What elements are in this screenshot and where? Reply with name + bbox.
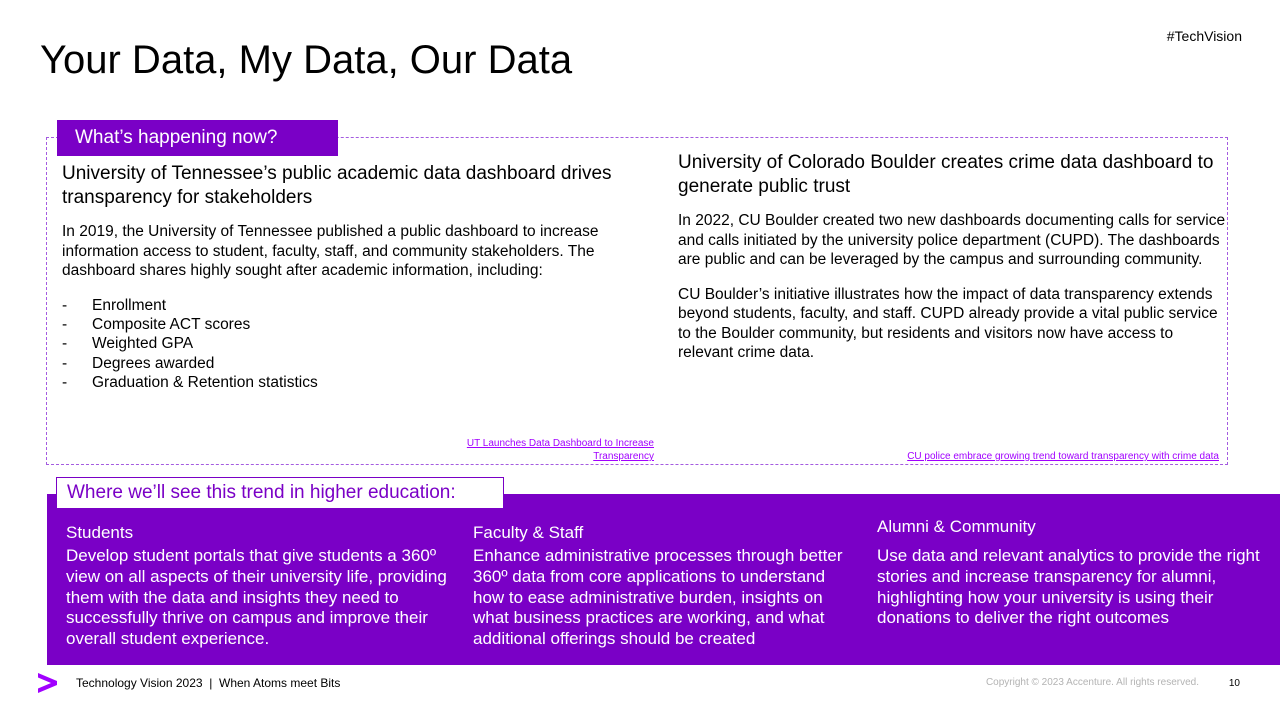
- list-item: - Composite ACT scores: [62, 315, 642, 334]
- trend-section-tab: Where we’ll see this trend in higher education:: [56, 477, 504, 509]
- list-item: - Weighted GPA: [62, 334, 642, 353]
- list-item: - Degrees awarded: [62, 354, 642, 373]
- accenture-chevron-icon: [38, 673, 58, 698]
- persona-alumni-community: [877, 516, 1272, 629]
- cu-source-link[interactable]: CU police embrace growing trend toward transparency with crime data: [907, 451, 1219, 462]
- cu-story-title: University of Colorado Boulder creates crime data dashboard to generate public trust: [678, 152, 1214, 197]
- cu-story-body: [678, 211, 1230, 363]
- ut-story-body: [62, 222, 642, 281]
- persona-title: Students: [66, 523, 134, 542]
- now-section-tab: What’s happening now?: [57, 120, 338, 156]
- accenture-chevron-icon-svg: [38, 673, 58, 693]
- footer-text: Technology Vision 2023 | When Atoms meet Bits: [76, 676, 341, 690]
- list-item: - Graduation & Retention statistics: [62, 373, 642, 392]
- persona-faculty-staff: [473, 522, 858, 650]
- slide-title: Your Data, My Data, Our Data: [40, 38, 573, 82]
- page-number: 10: [1228, 678, 1240, 689]
- persona-body: Develop student portals that give students a 360º view on all aspects of their university life, providing them with the data and insights they need to successfully thrive on campus and improve their overall student experience.: [66, 546, 447, 649]
- cu-story: [678, 151, 1230, 378]
- list-item: - Enrollment: [62, 296, 642, 315]
- ut-story-title: University of Tennessee’s public academic data dashboard drives transparency for stakeholders: [62, 163, 612, 208]
- persona-body: Use data and relevant analytics to provide the right stories and increase transparency for alumni, highlighting how your university is using their donations to deliver the right outcomes: [877, 546, 1260, 628]
- cu-story-paragraph: CU Boulder’s initiative illustrates how the impact of data transparency extends beyond students, faculty, and staff. CUPD already provide a vital public service to the Boulder community, but residents and visitors now have access to relevant crime data.: [678, 285, 1218, 361]
- copyright-text: Copyright © 2023 Accenture. All rights reserved.: [985, 677, 1199, 688]
- ut-story: [62, 162, 642, 393]
- persona-body: Enhance administrative processes through better 360º data from core applications to understand how to ease administrative burden, insights on what business practices are working, and what additional offerings should be created: [473, 546, 843, 649]
- persona-title: Faculty & Staff: [473, 523, 584, 542]
- persona-title: Alumni & Community: [877, 517, 1036, 536]
- persona-students: [66, 522, 461, 650]
- ut-story-paragraph: In 2019, the University of Tennessee published a public dashboard to increase information access to student, faculty, staff, and community stakeholders. The dashboard shares highly sought after academic information, including:: [62, 223, 599, 279]
- cu-story-paragraph: In 2022, CU Boulder created two new dashboards documenting calls for service and calls initiated by the university police department (CUPD). The dashboards are public and can be leveraged by the campus and surrounding community.: [678, 212, 1226, 268]
- hashtag-label: #TechVision: [1166, 28, 1242, 44]
- ut-source-link[interactable]: UT Launches Data Dashboard to Increase Transparency: [466, 438, 654, 462]
- ut-bullet-list: [62, 296, 642, 393]
